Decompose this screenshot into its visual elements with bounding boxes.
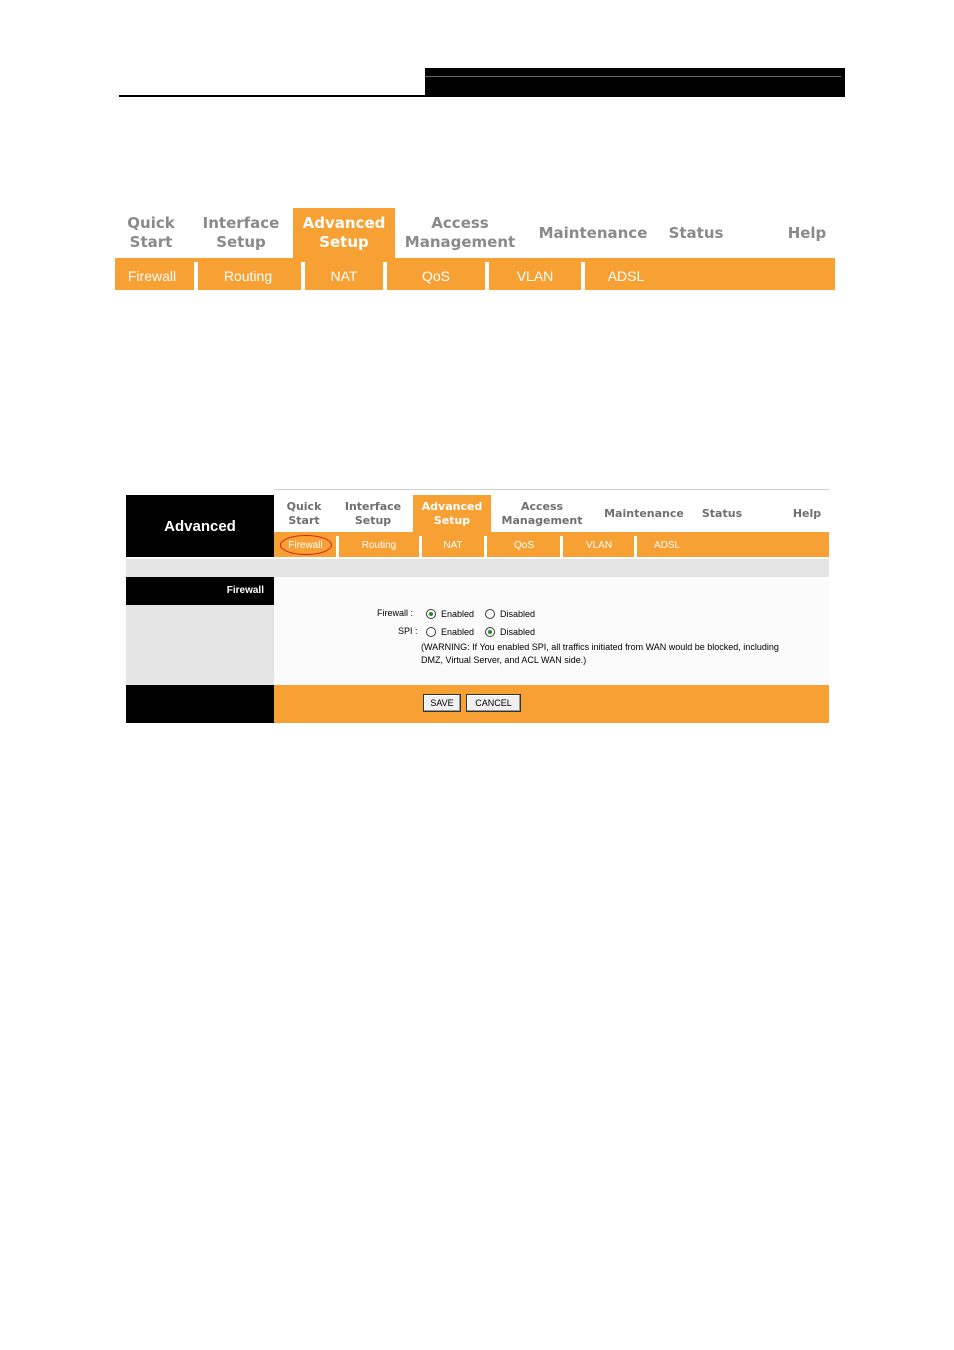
subtab-adsl[interactable]: ADSL — [653, 540, 681, 551]
tab-access-management[interactable]: Access Management — [404, 214, 516, 251]
save-button[interactable]: SAVE — [423, 694, 461, 712]
spi-enabled-label: Enabled — [441, 627, 475, 637]
tab-quick-start[interactable]: Quick Start — [286, 499, 322, 527]
subtab-separator — [484, 536, 487, 557]
content-panel — [274, 577, 829, 685]
tab-advanced-setup[interactable]: Advanced Setup — [293, 208, 395, 258]
tab-status[interactable]: Status — [668, 223, 724, 242]
tab-interface-setup[interactable]: Interface Setup — [202, 214, 280, 251]
spi-warning-text — [421, 641, 821, 667]
sub-nav — [274, 532, 829, 557]
sidebar-panel — [126, 605, 274, 685]
spi-enabled-radio[interactable] — [426, 627, 436, 637]
sub-nav — [115, 258, 835, 290]
subtab-separator — [419, 536, 422, 557]
footer-bar — [274, 685, 829, 723]
subtab-firewall[interactable]: Firewall — [127, 268, 177, 284]
tab-help[interactable]: Help — [792, 506, 822, 520]
warning-line-1: (WARNING: If You enabled SPI, all traffics initiated from WAN would be blocked, including — [421, 642, 779, 652]
firewall-label: Firewall : — [377, 608, 414, 618]
subtab-nat[interactable]: NAT — [443, 540, 463, 551]
tab-advanced-setup[interactable]: Advanced Setup — [413, 495, 491, 532]
subtab-firewall[interactable]: Firewall — [288, 540, 323, 551]
header-rule — [119, 95, 845, 97]
header-bar — [425, 68, 845, 97]
tab-quick-start[interactable]: Quick Start — [127, 214, 175, 251]
subtab-separator — [634, 536, 637, 557]
subtab-separator — [560, 536, 563, 557]
subtab-qos[interactable]: QoS — [421, 268, 450, 284]
firewall-disabled-radio[interactable] — [485, 609, 495, 619]
figure-firewall-screenshot — [126, 489, 829, 723]
spi-label: SPI : — [398, 626, 418, 636]
tab-status[interactable]: Status — [701, 506, 743, 520]
tab-access-management[interactable]: Access Management — [501, 499, 583, 527]
subtab-vlan[interactable]: VLAN — [516, 268, 554, 284]
subtab-adsl[interactable]: ADSL — [607, 268, 645, 284]
warning-line-2: DMZ, Virtual Server, and ACL WAN side.) — [421, 655, 587, 665]
figure-enlarged-navigation — [115, 208, 835, 290]
section-title: Firewall — [126, 577, 274, 605]
footer-left — [126, 685, 274, 723]
spi-disabled-label: Disabled — [500, 627, 536, 637]
spi-disabled-radio[interactable] — [485, 627, 495, 637]
subtab-separator — [336, 536, 339, 557]
cancel-button[interactable]: CANCEL — [466, 694, 521, 712]
top-divider — [274, 489, 829, 490]
subtab-qos[interactable]: QoS — [513, 540, 534, 551]
subtab-vlan[interactable]: VLAN — [585, 540, 613, 551]
firewall-enabled-label: Enabled — [441, 609, 475, 619]
grey-strip — [126, 559, 829, 577]
subtab-routing[interactable]: Routing — [361, 540, 397, 551]
firewall-enabled-radio[interactable] — [426, 609, 436, 619]
subtab-nat[interactable]: NAT — [330, 268, 358, 284]
firewall-disabled-label: Disabled — [500, 609, 536, 619]
tab-interface-setup[interactable]: Interface Setup — [344, 499, 402, 527]
tab-maintenance[interactable]: Maintenance — [538, 223, 648, 242]
logo-advanced: Advanced — [126, 495, 274, 557]
tab-help[interactable]: Help — [787, 223, 827, 242]
subtab-routing[interactable]: Routing — [223, 268, 273, 284]
tab-maintenance[interactable]: Maintenance — [604, 506, 684, 520]
main-nav — [115, 208, 835, 258]
